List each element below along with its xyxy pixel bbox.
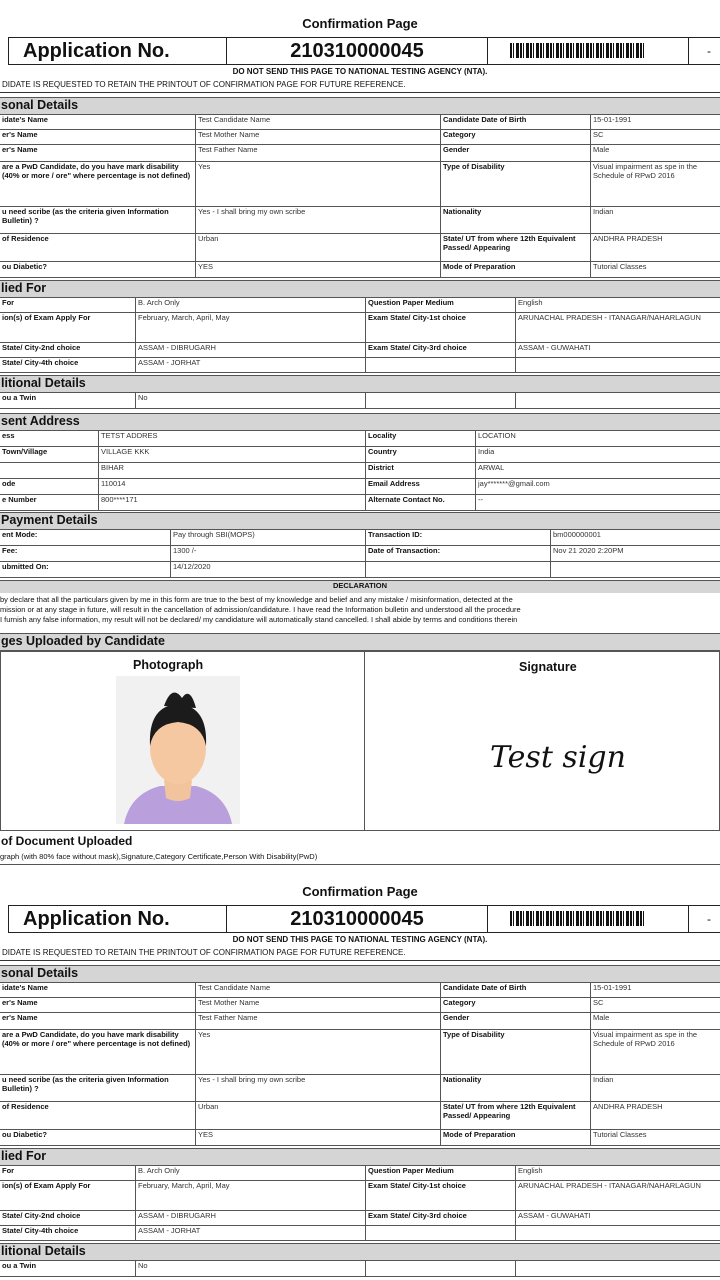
table-row: of Residence Urban State/ UT from where 12th Equivalent Passed/ Appearing ANDHRA PRADESH: [0, 1102, 720, 1130]
table-row: BIHAR District ARWAL: [0, 463, 720, 479]
application-number: 210310000045: [227, 906, 488, 932]
section-applied-for: lied For: [0, 280, 720, 298]
retain-note: DIDATE IS REQUESTED TO RETAIN THE PRINTOUT OF CONFIRMATION PAGE FOR FUTURE REFERENCE.: [0, 948, 720, 961]
declaration-line-3: I furnish any false information, my result will not be declared/ my candidature will automatically stand cancelled. I shall abide by terms and conditions therein: [0, 615, 518, 624]
signature-title: Signature: [519, 660, 577, 674]
table-row: ou Diabetic? YES Mode of Preparation Tutorial Classes: [0, 262, 720, 278]
table-row: State/ City-2nd choice ASSAM - DIBRUGARH Exam State/ City-3rd choice ASSAM - GUWAHATI: [0, 343, 720, 358]
section-personal-details: sonal Details: [0, 965, 720, 983]
warning-text: DO NOT SEND THIS PAGE TO NATIONAL TESTING AGENCY (NTA).: [232, 935, 488, 944]
table-row: idate's Name Test Candidate Name Candidate Date of Birth 15-01-1991: [0, 983, 720, 998]
table-row: ent Mode: Pay through SBI(MOPS) Transaction ID: bm000000001: [0, 530, 720, 546]
application-tail: -: [707, 912, 711, 926]
application-label: Application No.: [9, 906, 227, 932]
table-row: of Residence Urban State/ UT from where 12th Equivalent Passed/ Appearing ANDHRA PRADESH: [0, 234, 720, 262]
page-title: Confirmation Page: [302, 884, 418, 899]
table-row: For B. Arch Only Question Paper Medium English: [0, 1166, 720, 1181]
table-row: er's Name Test Father Name Gender Male: [0, 145, 720, 162]
signature-box: [364, 651, 720, 831]
section-additional-details: litional Details: [0, 375, 720, 393]
page-title: Confirmation Page: [302, 16, 418, 31]
section-applied-for: lied For: [0, 1148, 720, 1166]
table-row: e Number 800****171 Alternate Contact No. --: [0, 495, 720, 511]
table-row: u need scribe (as the criteria given Information Bulletin) ? Yes - I shall bring my own scribe Nationality Indian: [0, 1075, 720, 1102]
section-personal-details: sonal Details: [0, 97, 720, 115]
table-row: State/ City-2nd choice ASSAM - DIBRUGARH Exam State/ City-3rd choice ASSAM - GUWAHATI: [0, 1211, 720, 1226]
table-row: ou a Twin No: [0, 393, 720, 409]
table-row: For B. Arch Only Question Paper Medium English: [0, 298, 720, 313]
section-images-uploaded: ges Uploaded by Candidate: [0, 633, 720, 651]
section-documents-uploaded: of Document Uploaded: [0, 834, 720, 850]
table-row: are a PwD Candidate, do you have mark disability (40% or more / ore" where percentage is not defined) Yes Type of Disability Visual impairment as spe in the Schedule of RPwD 2016: [0, 1030, 720, 1075]
table-row: ess TETST ADDRES Locality LOCATION: [0, 431, 720, 447]
table-row: er's Name Test Mother Name Category SC: [0, 998, 720, 1013]
barcode-cell: [488, 38, 689, 64]
application-tail: -: [707, 44, 711, 58]
table-row: ou Diabetic? YES Mode of Preparation Tutorial Classes: [0, 1130, 720, 1146]
table-row: u need scribe (as the criteria given Information Bulletin) ? Yes - I shall bring my own scribe Nationality Indian: [0, 207, 720, 234]
table-row: Town/Village VILLAGE KKK Country India: [0, 447, 720, 463]
photograph-box: [0, 651, 365, 831]
application-bar: [8, 905, 720, 933]
table-row: er's Name Test Mother Name Category SC: [0, 130, 720, 145]
section-additional-details: litional Details: [0, 1243, 720, 1261]
photograph-title: Photograph: [133, 658, 204, 672]
signature-image: Test sign: [490, 740, 626, 775]
table-row: State/ City-4th choice ASSAM - JORHAT: [0, 358, 720, 373]
retain-note: DIDATE IS REQUESTED TO RETAIN THE PRINTOUT OF CONFIRMATION PAGE FOR FUTURE REFERENCE.: [0, 80, 720, 93]
confirmation-sheet-2: [0, 868, 720, 1280]
barcode-cell: [488, 906, 689, 932]
section-payment-details: Payment Details: [0, 512, 720, 530]
table-row: State/ City-4th choice ASSAM - JORHAT: [0, 1226, 720, 1241]
table-row: ion(s) of Exam Apply For February, March, April, May Exam State/ City-1st choice ARUNACHAL PRADESH - ITANAGAR/NAHARLAGUN: [0, 313, 720, 343]
barcode-icon: [510, 911, 646, 926]
application-label: Application No.: [9, 38, 227, 64]
application-number: 210310000045: [227, 38, 488, 64]
declaration-line-1: by declare that all the particulars given by me in this form are true to the best of my knowledge and belief and any mistake / misinformation, detected at the: [0, 595, 513, 604]
table-row: ion(s) of Exam Apply For February, March, April, May Exam State/ City-1st choice ARUNACHAL PRADESH - ITANAGAR/NAHARLAGUN: [0, 1181, 720, 1211]
table-row: ou a Twin No: [0, 1261, 720, 1277]
warning-text: DO NOT SEND THIS PAGE TO NATIONAL TESTING AGENCY (NTA).: [232, 67, 488, 76]
table-row: ode 110014 Email Address jay*******@gmail.com: [0, 479, 720, 495]
candidate-photo-icon: [116, 676, 240, 824]
table-row: er's Name Test Father Name Gender Male: [0, 1013, 720, 1030]
table-row: idate's Name Test Candidate Name Candidate Date of Birth 15-01-1991: [0, 115, 720, 130]
table-row: Fee: 1300 /- Date of Transaction: Nov 21 2020 2:20PM: [0, 546, 720, 562]
section-present-address: sent Address: [0, 413, 720, 431]
application-bar: [8, 37, 720, 65]
table-row: are a PwD Candidate, do you have mark disability (40% or more / ore" where percentage is not defined) Yes Type of Disability Visual impairment as spe in the Schedule of RPwD 2016: [0, 162, 720, 207]
declaration-line-2: mission or at any stage in future, will result in the cancellation of admission/candidature. I have read the Information bulletin and understood all the procedure: [0, 605, 521, 614]
declaration-heading: DECLARATION: [0, 580, 720, 593]
documents-list: graph (with 80% face without mask),Signature,Category Certificate,Person With Disability(PwD): [0, 852, 720, 865]
barcode-icon: [510, 43, 646, 58]
table-row: ubmitted On: 14/12/2020: [0, 562, 720, 578]
